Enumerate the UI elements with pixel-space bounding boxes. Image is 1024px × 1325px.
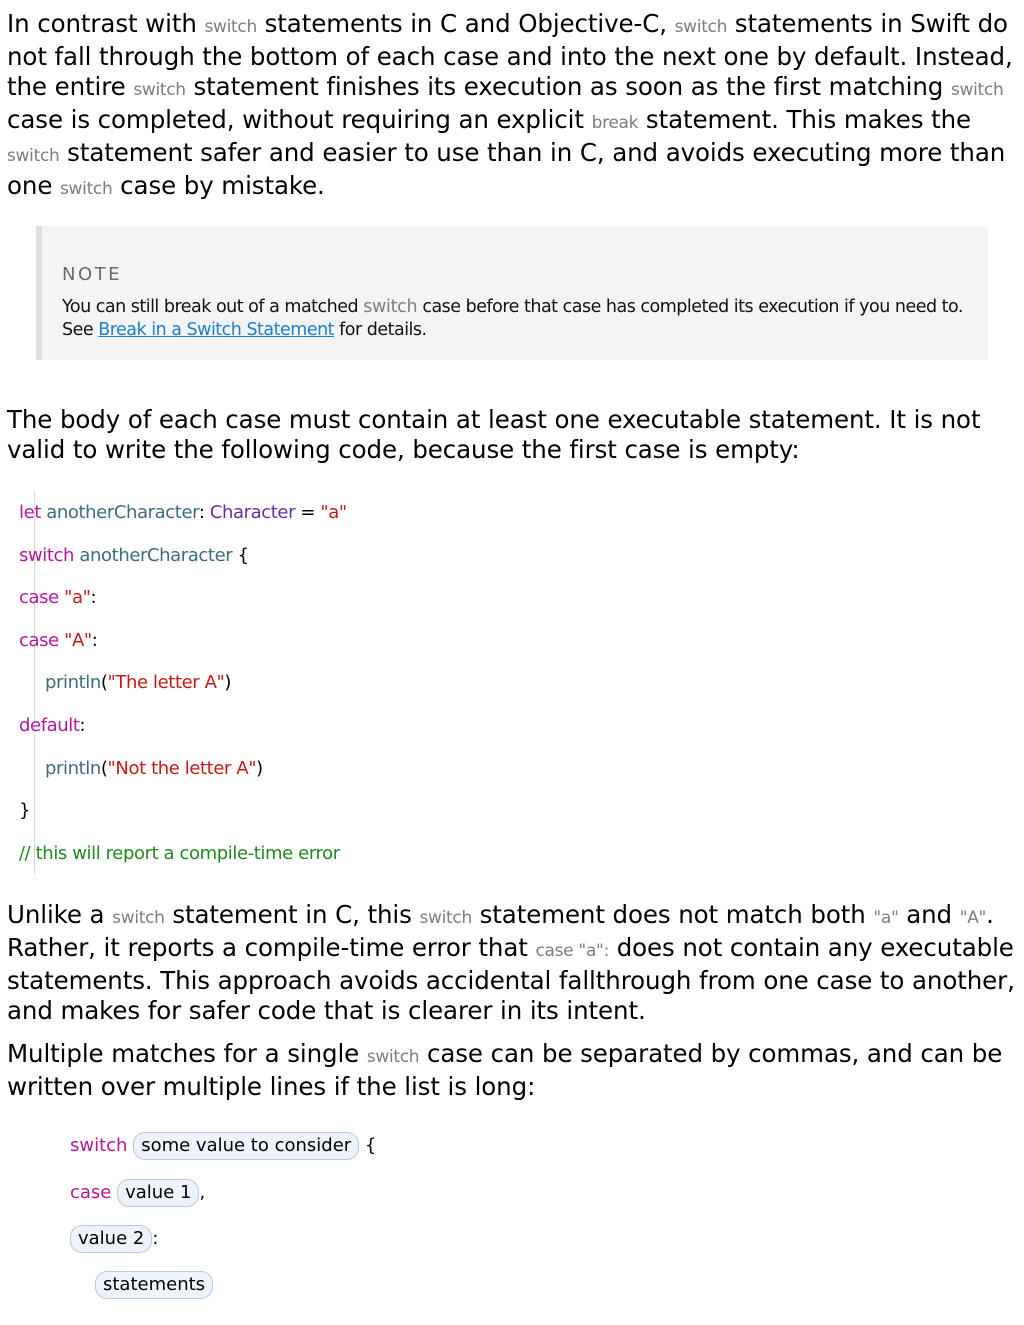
placeholder-pill: value 2	[70, 1225, 152, 1253]
code-line: case "a":	[19, 587, 97, 608]
inline-code: "a"	[873, 908, 899, 928]
keyword: switch	[70, 1135, 128, 1156]
placeholder-pill: some value to consider	[133, 1132, 359, 1160]
text: Multiple matches for a single	[7, 1039, 367, 1068]
code-line: println("Not the letter A")	[45, 758, 263, 779]
inline-code: switch	[204, 17, 257, 37]
break-in-switch-link[interactable]: Break in a Switch Statement	[98, 320, 335, 340]
paragraph-multiple-matches	[7, 1039, 1019, 1102]
inline-code: case "a":	[535, 941, 610, 961]
text: case by mistake.	[112, 171, 325, 200]
inline-code: switch	[366, 1047, 420, 1067]
note-box	[36, 226, 988, 360]
text: :	[152, 1228, 159, 1249]
note-title: NOTE	[62, 264, 123, 285]
text: statements in Swift do not fall through the bottom of each case and into the next one by default. Instead, the entire	[7, 9, 1013, 101]
text: Unlike a	[7, 900, 113, 929]
text: statement does not match both	[471, 900, 874, 929]
grammar-line	[70, 1225, 158, 1253]
code-line: case "A":	[19, 630, 98, 651]
code-listing	[19, 490, 1015, 874]
placeholder-pill: value 1	[117, 1179, 199, 1207]
keyword: case	[70, 1182, 112, 1203]
code-line: let anotherCharacter: Character = "a"	[19, 502, 347, 523]
text: case can be separated by commas, and can be written over multiple lines if the list is long:	[7, 1039, 1003, 1101]
inline-code: switch	[133, 80, 186, 100]
text: In contrast with	[7, 9, 205, 38]
inline-code: "A"	[959, 908, 987, 928]
text: and	[898, 900, 960, 929]
inline-code: switch	[59, 179, 113, 199]
inline-code: switch	[112, 908, 165, 928]
code-line: }	[19, 800, 31, 821]
text: ,	[199, 1182, 206, 1203]
grammar-line	[70, 1132, 376, 1160]
inline-code: switch	[419, 908, 472, 928]
text: . Rather, it reports a compile-time error that	[7, 900, 994, 962]
grammar-line	[95, 1271, 213, 1299]
note-body	[62, 296, 982, 342]
code-line: default:	[19, 715, 86, 736]
code-line: switch anotherCharacter {	[19, 545, 249, 566]
paragraph-fallthrough	[7, 9, 1019, 204]
text: statement safer and easier to use than in C, and avoids executing more than one	[7, 138, 1006, 200]
paragraph-body-rule: The body of each case must contain at least one executable statement. It is not valid to write the following code, because the first case is empty:	[7, 405, 981, 464]
inline-code: switch	[7, 146, 60, 166]
text: statement in C, this	[164, 900, 420, 929]
text: does not contain any executable statements. This approach avoids accidental fallthrough from one case to another, and makes for safer code that is clearer in its intent.	[7, 933, 1015, 1025]
text: case is completed, without requiring an explicit	[7, 105, 592, 134]
text: statement. This makes the	[638, 105, 971, 134]
inline-code: switch	[674, 17, 728, 37]
inline-code: switch	[950, 80, 1004, 100]
paragraph-compile-error	[7, 900, 1019, 1026]
text: statement finishes its execution as soon as the first matching	[185, 72, 951, 101]
text: for details.	[334, 320, 427, 340]
code-comment: // this will report a compile-time error	[19, 843, 340, 864]
text: statements in C and Objective-C,	[256, 9, 675, 38]
placeholder-pill: statements	[95, 1271, 213, 1299]
grammar-line	[70, 1179, 205, 1207]
text: case before that case has completed its execution if you need to. See	[62, 297, 963, 340]
code-line: println("The letter A")	[45, 672, 232, 693]
text: {	[359, 1135, 377, 1156]
inline-code: break	[591, 113, 639, 133]
text: You can still break out of a matched	[62, 297, 364, 317]
inline-code: switch	[363, 297, 418, 317]
